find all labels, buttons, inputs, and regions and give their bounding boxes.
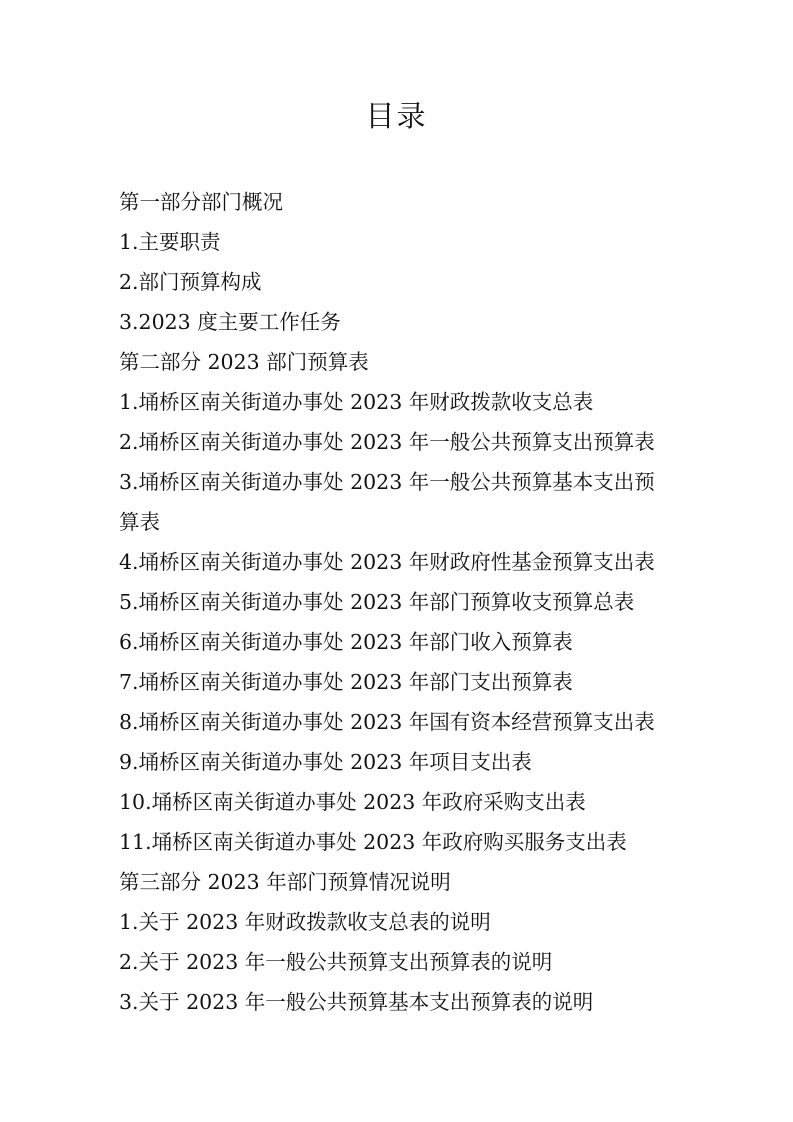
toc-item: 2.关于 2023 年一般公共预算支出预算表的说明 bbox=[119, 950, 553, 974]
toc-item: 第一部分部门概况 bbox=[119, 190, 283, 214]
toc-item: 8.埇桥区南关街道办事处 2023 年国有资本经营预算支出表 bbox=[119, 710, 655, 734]
toc-item: 5.埇桥区南关街道办事处 2023 年部门预算收支预算总表 bbox=[119, 590, 635, 614]
toc-item: 10.埇桥区南关街道办事处 2023 年政府采购支出表 bbox=[119, 790, 586, 814]
toc-item: 3.2023 度主要工作任务 bbox=[119, 310, 341, 334]
page-title: 目录 bbox=[365, 99, 428, 133]
toc-item: 1.埇桥区南关街道办事处 2023 年财政拨款收支总表 bbox=[119, 390, 594, 414]
toc-item: 1.主要职责 bbox=[119, 230, 221, 254]
toc-item: 4.埇桥区南关街道办事处 2023 年财政府性基金预算支出表 bbox=[119, 550, 655, 574]
toc-item: 11.埇桥区南关街道办事处 2023 年政府购买服务支出表 bbox=[119, 830, 627, 854]
toc-item: 3.关于 2023 年一般公共预算基本支出预算表的说明 bbox=[119, 990, 594, 1014]
toc-item: 7.埇桥区南关街道办事处 2023 年部门支出预算表 bbox=[119, 670, 573, 694]
toc-item: 第三部分 2023 年部门预算情况说明 bbox=[119, 870, 451, 894]
toc-item: 第二部分 2023 部门预算表 bbox=[119, 350, 369, 374]
toc-item: 1.关于 2023 年财政拨款收支总表的说明 bbox=[119, 910, 491, 934]
table-of-contents bbox=[119, 182, 679, 1022]
toc-item: 9.埇桥区南关街道办事处 2023 年项目支出表 bbox=[119, 750, 532, 774]
toc-item: 2.埇桥区南关街道办事处 2023 年一般公共预算支出预算表 bbox=[119, 430, 655, 454]
toc-item: 2.部门预算构成 bbox=[119, 270, 262, 294]
toc-item: 3.埇桥区南关街道办事处 2023 年一般公共预算基本支出预算表 bbox=[119, 470, 655, 534]
toc-item: 6.埇桥区南关街道办事处 2023 年部门收入预算表 bbox=[119, 630, 573, 654]
